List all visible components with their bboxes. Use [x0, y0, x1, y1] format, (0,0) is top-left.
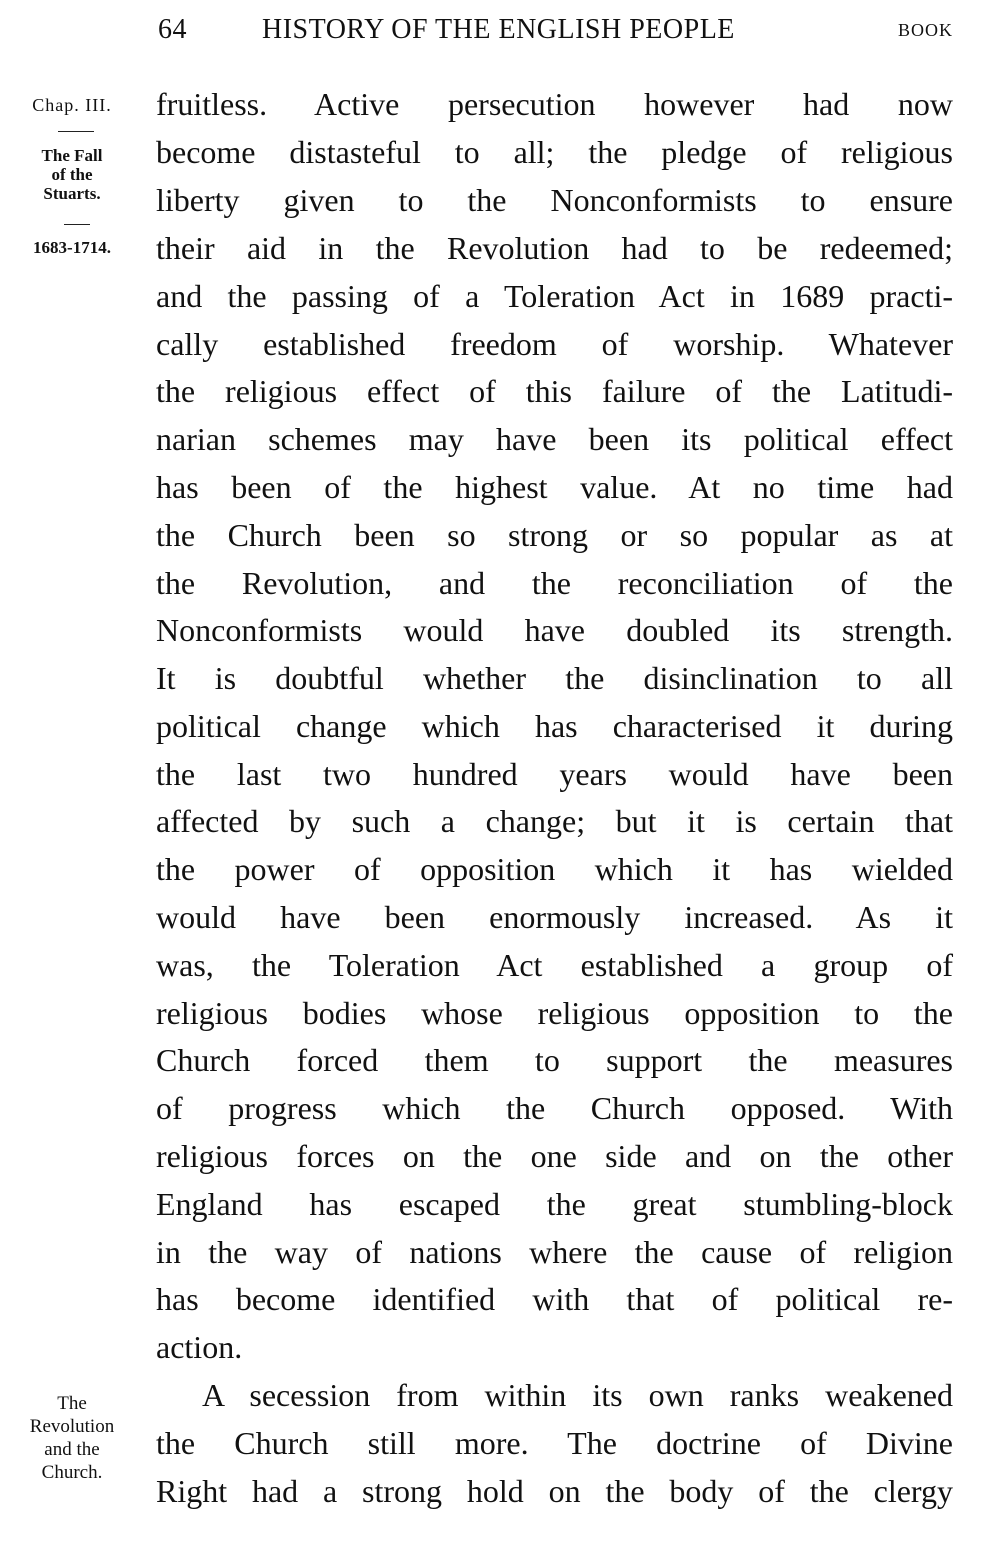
text-line: become distasteful to all; the pledge of religious: [156, 134, 953, 170]
chapter-label: Chap. III.: [32, 95, 112, 115]
section-note-line: The: [57, 1393, 87, 1414]
text-line: Nonconformists would have doubled its strength.: [156, 612, 953, 648]
text-line: fruitless. Active persecution however had now: [156, 86, 953, 122]
text-line: affected by such a change; but it is certain that: [156, 803, 953, 839]
text-line: It is doubtful whether the disinclination to all: [156, 660, 953, 696]
book-label: BOOK: [897, 20, 953, 40]
text-line: Church forced them to support the measures: [156, 1042, 953, 1078]
running-title: HISTORY OF THE ENGLISH PEOPLE: [262, 14, 735, 45]
section-note: [6, 1392, 138, 1484]
section-title-line: Stuarts.: [43, 184, 101, 203]
text-line: has been of the highest value. At no time had: [156, 469, 953, 505]
section-title-line: of the: [51, 165, 93, 184]
text-line: the last two hundred years would have been: [156, 756, 953, 792]
text-line: their aid in the Revolution had to be redeemed;: [156, 230, 953, 266]
text-line: would have been enormously increased. As it: [156, 899, 953, 935]
running-header: [158, 14, 953, 54]
text-line: political change which has characterised it during: [156, 708, 953, 744]
margin-rule: [64, 224, 90, 225]
section-title-line: The Fall: [41, 146, 103, 165]
text-line: religious forces on the one side and on the other: [156, 1138, 953, 1174]
text-line: England has escaped the great stumbling-block: [156, 1186, 953, 1222]
text-line: Right had a strong hold on the body of the clergy: [156, 1473, 953, 1509]
text-line: narian schemes may have been its political effect: [156, 421, 953, 457]
text-line: A secession from within its own ranks weakened: [202, 1377, 953, 1413]
text-line: action.: [156, 1329, 243, 1365]
text-line: in the way of nations where the cause of religion: [156, 1234, 953, 1270]
text-line: liberty given to the Nonconformists to ensure: [156, 182, 953, 218]
section-note-line: and the: [44, 1439, 100, 1460]
text-line: the religious effect of this failure of the Latitudi-: [156, 373, 953, 409]
date-range: 1683-1714.: [33, 238, 111, 257]
section-note-line: Revolution: [29, 1416, 115, 1437]
page-number: 64: [158, 14, 187, 45]
text-line: the Revolution, and the reconciliation of the: [156, 565, 953, 601]
text-line: cally established freedom of worship. Whatever: [156, 326, 953, 362]
section-title-note: [6, 146, 138, 203]
text-line: the power of opposition which it has wielded: [156, 851, 953, 887]
margin-rule: [58, 131, 94, 132]
section-note-line: Church.: [41, 1462, 103, 1483]
text-line: religious bodies whose religious opposition to the: [156, 995, 953, 1031]
text-line: and the passing of a Toleration Act in 1689 practi-: [156, 278, 953, 314]
text-line: the Church still more. The doctrine of Divine: [156, 1425, 953, 1461]
text-line: has become identified with that of political re-: [156, 1281, 953, 1317]
text-line: the Church been so strong or so popular as at: [156, 517, 953, 553]
text-line: was, the Toleration Act established a group of: [156, 947, 953, 983]
text-line: of progress which the Church opposed. With: [156, 1090, 953, 1126]
